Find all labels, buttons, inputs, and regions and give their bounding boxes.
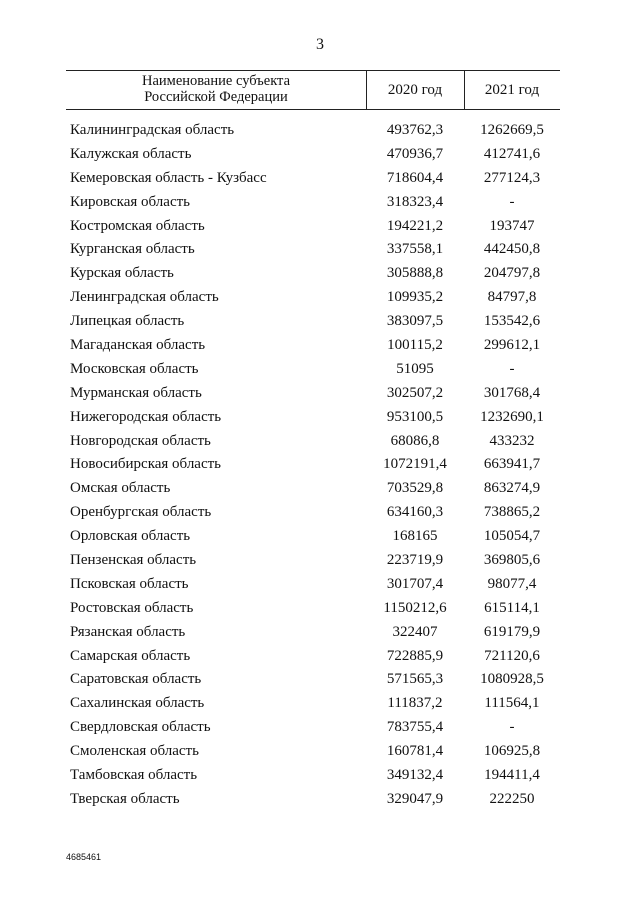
region-name: Костромская область (70, 217, 205, 234)
value-2020: 223719,9 (386, 552, 444, 569)
value-2021: 193747 (489, 217, 535, 234)
table-row (66, 719, 560, 743)
value-2020: 783755,4 (386, 719, 444, 736)
region-name: Московская область (70, 360, 199, 377)
value-2020: 322407 (392, 623, 438, 640)
value-2021: 863274,9 (483, 480, 541, 497)
value-2020: 383097,5 (386, 313, 444, 330)
region-name: Мурманская область (70, 384, 202, 401)
value-2021: 194411,4 (484, 767, 540, 784)
region-name: Псковская область (70, 575, 189, 592)
value-2021: 153542,6 (483, 313, 541, 330)
page-number: 3 (316, 36, 324, 53)
table-row (66, 671, 560, 695)
region-name: Свердловская область (70, 719, 211, 736)
value-2020: 953100,5 (386, 408, 444, 425)
value-2021: 663941,7 (483, 456, 541, 473)
value-2021: 738865,2 (483, 504, 541, 521)
value-2020: 1072191,4 (383, 456, 447, 473)
value-2021: 84797,8 (487, 289, 537, 306)
value-2021: 615114,1 (484, 599, 540, 616)
value-2020: 68086,8 (390, 432, 440, 449)
table-row (66, 528, 560, 552)
value-2020: 703529,8 (386, 480, 444, 497)
region-name: Курганская область (70, 241, 195, 258)
value-2020: 493762,3 (386, 122, 444, 138)
region-name: Омская область (70, 480, 171, 497)
table-row (66, 265, 560, 289)
table-row (66, 385, 560, 409)
value-2021: 1080928,5 (480, 671, 544, 688)
table-row (66, 146, 560, 170)
value-2020: 318323,4 (386, 193, 444, 210)
value-2021: - (509, 193, 515, 210)
table-row (66, 576, 560, 600)
table-row (66, 289, 560, 313)
value-2021: 105054,7 (483, 528, 541, 545)
table-row (66, 218, 560, 242)
region-name: Ленинградская область (70, 289, 219, 306)
region-name: Нижегородская область (70, 408, 222, 425)
value-2020: 168165 (392, 528, 438, 545)
value-2021: 98077,4 (487, 575, 537, 592)
region-name: Самарская область (70, 647, 191, 664)
value-2021: 111564,1 (484, 695, 540, 712)
region-name: Пензенская область (70, 552, 197, 569)
value-2021: 412741,6 (483, 145, 541, 162)
region-name: Тамбовская область (70, 767, 198, 784)
data-table (66, 70, 560, 807)
value-2021: 106925,8 (483, 743, 541, 760)
value-2020: 301707,4 (386, 575, 444, 592)
region-name: Калужская область (70, 145, 192, 162)
header-2020: 2020 год (387, 82, 443, 98)
value-2021: 277124,3 (483, 169, 541, 186)
value-2021: 369805,6 (483, 552, 541, 569)
value-2020: 722885,9 (386, 647, 444, 664)
table-row (66, 695, 560, 719)
region-name: Калининградская область (70, 122, 235, 138)
value-2021: 1262669,5 (480, 122, 544, 138)
value-2020: 718604,4 (386, 169, 444, 186)
table-row (66, 409, 560, 433)
region-name: Новосибирская область (70, 456, 222, 473)
value-2020: 337558,1 (386, 241, 444, 258)
table-header (66, 70, 560, 110)
table-row (66, 480, 560, 504)
region-name: Орловская область (70, 528, 191, 545)
table-row (66, 194, 560, 218)
region-name: Курская область (70, 265, 174, 282)
table-row (66, 337, 560, 361)
document-id: 4685461 (66, 852, 102, 862)
value-2021: 619179,9 (483, 623, 541, 640)
value-2020: 111837,2 (387, 695, 443, 712)
region-name: Новгородская область (70, 432, 211, 449)
region-name: Магаданская область (70, 337, 206, 354)
value-2021: 222250 (489, 790, 535, 807)
value-2020: 109935,2 (386, 289, 444, 306)
region-name: Сахалинская область (70, 695, 205, 712)
region-name: Тверская область (70, 790, 180, 807)
region-name: Рязанская область (70, 623, 186, 640)
table-body (66, 122, 560, 815)
table-row (66, 122, 560, 146)
value-2021: 204797,8 (483, 265, 541, 282)
value-2021: 299612,1 (483, 337, 541, 354)
region-name: Липецкая область (70, 313, 185, 330)
table-row (66, 313, 560, 337)
value-2021: - (509, 360, 515, 377)
value-2021: 301768,4 (483, 384, 541, 401)
value-2020: 329047,9 (386, 790, 444, 807)
value-2020: 349132,4 (386, 767, 444, 784)
value-2020: 470936,7 (386, 145, 444, 162)
header-2021: 2021 год (484, 82, 540, 98)
table-row (66, 624, 560, 648)
value-2020: 634160,3 (386, 504, 444, 521)
value-2021: 721120,6 (484, 647, 540, 664)
table-row (66, 791, 560, 815)
table-row (66, 361, 560, 385)
table-row (66, 241, 560, 265)
table-row (66, 456, 560, 480)
table-row (66, 743, 560, 767)
region-name: Смоленская область (70, 743, 199, 760)
region-name: Оренбургская область (70, 504, 212, 521)
header-region-name-line2: Российской Федерации (144, 89, 288, 105)
value-2020: 100115,2 (387, 337, 443, 354)
value-2021: 433232 (489, 432, 535, 449)
value-2020: 302507,2 (386, 384, 444, 401)
table-row (66, 648, 560, 672)
table-row (66, 504, 560, 528)
value-2020: 51095 (396, 360, 434, 377)
value-2020: 1150212,6 (383, 599, 447, 616)
value-2021: - (509, 719, 515, 736)
table-row (66, 600, 560, 624)
table-row (66, 767, 560, 791)
value-2021: 442450,8 (483, 241, 541, 258)
region-name: Кемеровская область - Кузбасс (70, 169, 267, 186)
table-row (66, 170, 560, 194)
region-name: Кировская область (70, 193, 191, 210)
region-name: Саратовская область (70, 671, 202, 688)
table-row (66, 552, 560, 576)
value-2020: 160781,4 (386, 743, 444, 760)
value-2020: 571565,3 (386, 671, 444, 688)
header-region-name (66, 73, 366, 105)
region-name: Ростовская область (70, 599, 194, 616)
header-region-name-line1: Наименование субъекта (141, 73, 291, 89)
value-2021: 1232690,1 (480, 408, 544, 425)
table-row (66, 433, 560, 457)
value-2020: 305888,8 (386, 265, 444, 282)
value-2020: 194221,2 (386, 217, 444, 234)
